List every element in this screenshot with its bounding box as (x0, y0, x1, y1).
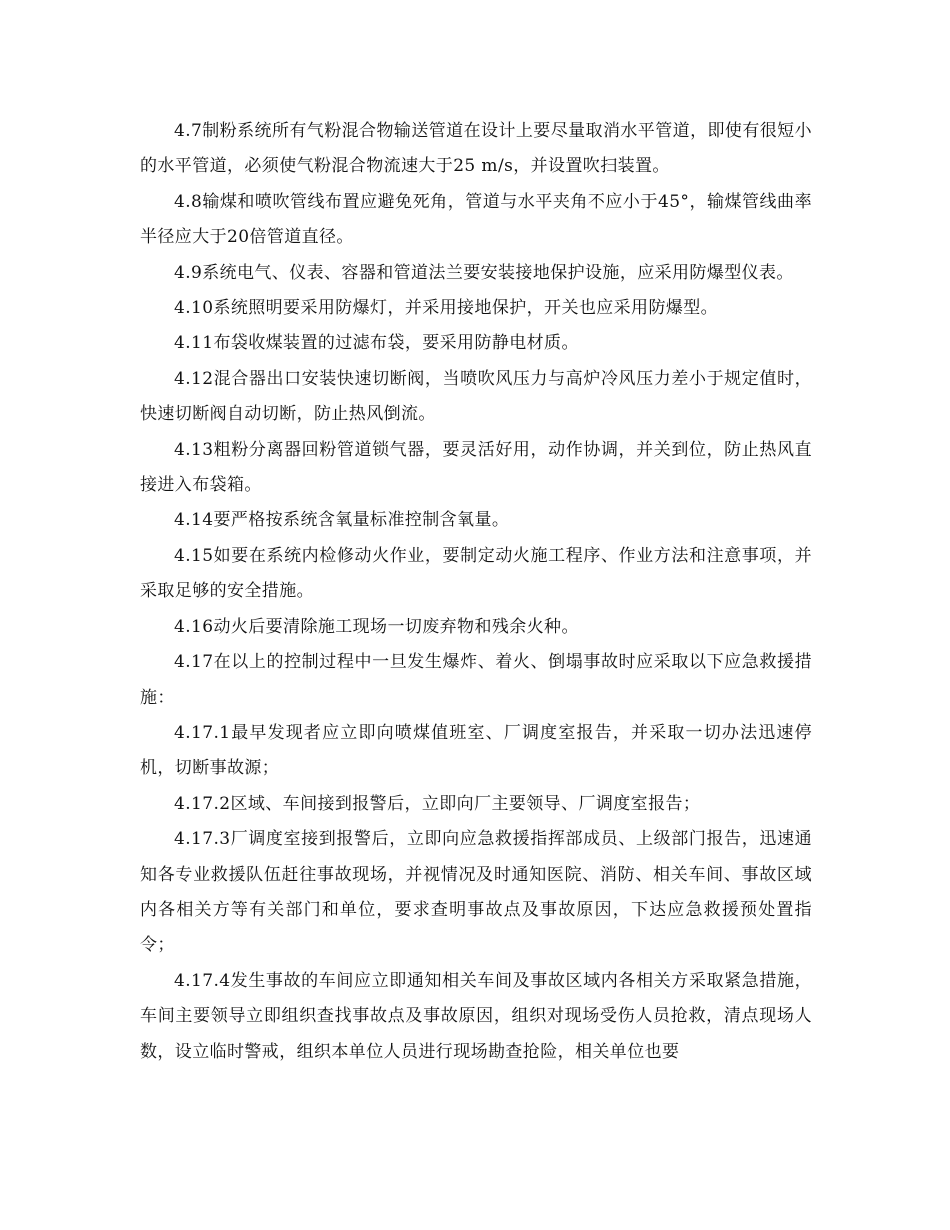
paragraph-4-17-3: 4.17.3厂调度室接到报警后，立即向应急救援指挥部成员、上级部门报告，迅速通知各专业救援队伍赶往事故现场，并视情况及时通知医院、消防、相关车间、事故区域内各相关方等有关部门和单位，要求查明事故点及事故原因，下达应急救援预处置指令； (140, 829, 812, 956)
paragraph-4-17: 4.17在以上的控制过程中一旦发生爆炸、着火、倒塌事故时应采取以下应急救援措施： (140, 652, 812, 708)
paragraph-4-9: 4.9系统电气、仪表、容器和管道法兰要安装接地保护设施，应采用防爆型仪表。 (174, 262, 794, 283)
paragraph-4-16: 4.16动火后要清除施工现场一切废弃物和残余火种。 (174, 616, 579, 637)
paragraph-4-17-4: 4.17.4发生事故的车间应立即通知相关车间及事故区域内各相关方采取紧急措施，车间主要领导立即组织查找事故点及事故原因，组织对现场受伤人员抢救，清点现场人数，设立临时警戒，组织本单位人员进行现场勘查抢险，相关单位也要 (140, 970, 812, 1062)
paragraph-4-7: 4.7制粉系统所有气粉混合物输送管道在设计上要尽量取消水平管道，即使有很短小的水平管道，必须使气粉混合物流速大于25 m/s，并设置吹扫装置。 (140, 121, 812, 177)
paragraph-4-17-1: 4.17.1最早发现者应立即向喷煤值班室、厂调度室报告，并采取一切办法迅速停机，切断事故源； (140, 722, 812, 779)
paragraph-4-13: 4.13粗粉分离器回粉管道锁气器，要灵活好用，动作协调，并关到位，防止热风直接进入布袋箱。 (140, 439, 812, 496)
paragraph-4-17-2: 4.17.2区域、车间接到报警后，立即向厂主要领导、厂调度室报告； (174, 793, 701, 814)
paragraph-4-10: 4.10系统照明要采用防爆灯，并采用接地保护，开关也应采用防爆型。 (174, 298, 719, 319)
document-body (140, 114, 812, 1070)
paragraph-4-8: 4.8输煤和喷吹管线布置应避免死角，管道与水平夹角不应小于45°，输煤管线曲率半径应大于20倍管道直径。 (140, 191, 812, 248)
paragraph-4-14: 4.14要严格按系统含氧量标准控制含氧量。 (174, 510, 510, 531)
paragraph-4-15: 4.15如要在系统内检修动火作业，要制定动火施工程序、作业方法和注意事项，并采取足够的安全措施。 (140, 545, 812, 602)
paragraph-4-11: 4.11布袋收煤装置的过滤布袋，要采用防静电材质。 (174, 333, 579, 354)
paragraph-4-12: 4.12混合器出口安装快速切断阀，当喷吹风压力与高炉冷风压力差小于规定值时，快速切断阀自动切断，防止热风倒流。 (140, 368, 812, 425)
